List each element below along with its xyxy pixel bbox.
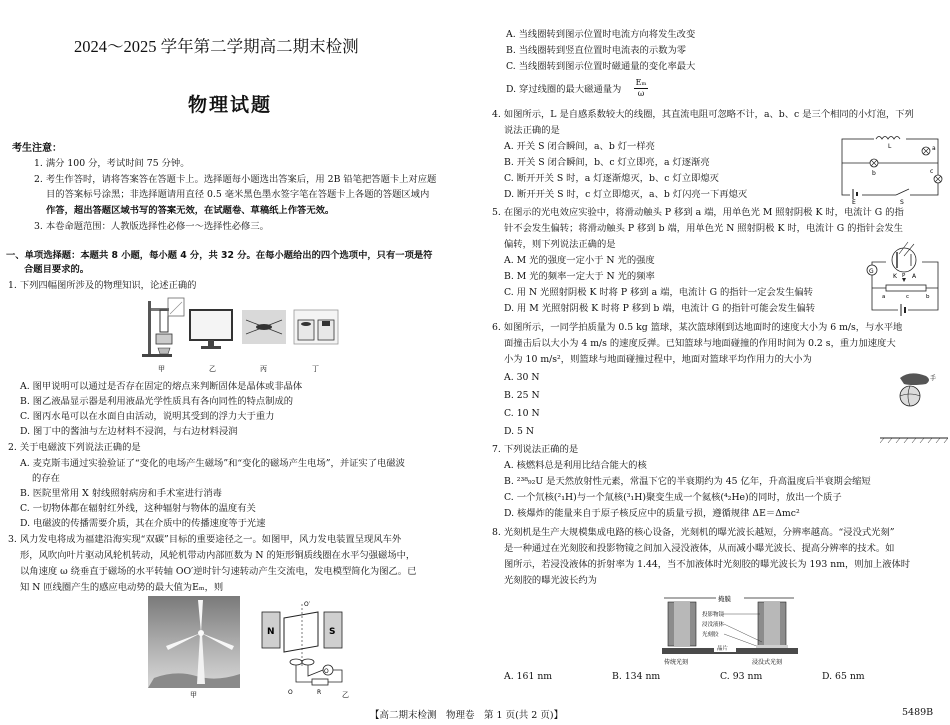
option: B. 当线圈转到竖直位置时电流表的示数为零: [506, 45, 687, 56]
option: A. M 光的强度一定小于 N 光的强度: [504, 255, 655, 266]
option: C. 当线圈转到图示位置时磁通量的变化率最大: [506, 61, 696, 72]
option: D. 穿过线圈的最大磁通量为: [506, 84, 622, 95]
q5-k-label: K: [893, 273, 897, 280]
q1-fig-label: 甲: [158, 365, 165, 373]
question-stem: 2. 关于电磁波下列说法正确的是: [8, 442, 141, 453]
option: D. 电磁波的传播需要介质，其在介质中的传播速度等于光速: [20, 518, 266, 529]
q3-figures: [146, 594, 446, 700]
q4-bulb-c: [934, 175, 942, 183]
option: C. 断开开关 S 时，a 灯逐渐熄灭，b、c 灯立即熄灭: [504, 173, 719, 184]
question-stem: 针不会发生偏转；将滑动触头 P 移到 b 端，用单色光 N 照射阴极 K 时，电流计 G 的指针会发生: [504, 223, 903, 234]
notice-item: 目的答案标号涂黑；非选择题请用直径 0.5 毫米黑色墨水签字笔在答题卡上各题的答题区域内: [46, 189, 430, 200]
option: 的存在: [32, 473, 60, 484]
question-stem: 7. 下列说法正确的是: [492, 444, 579, 455]
q1-fig-label: 丁: [312, 365, 319, 373]
q5-circuit: [866, 240, 946, 322]
section-heading: 一、单项选择题：本题共 8 小题，每小题 4 分，共 32 分。在每小题给出的四个选项中，只有一项是符: [6, 250, 433, 261]
fraction-denominator: ω: [637, 89, 645, 98]
option: C. 图丙水黾可以在水面自由活动，说明其受到的浮力大于重力: [20, 411, 275, 422]
q1-fig-soy-sauce: [294, 310, 338, 344]
notice-item: 1. 满分 100 分，考试时间 75 分钟。: [34, 158, 190, 169]
q3-fig-wind-turbine: [148, 596, 240, 688]
q3-o-prime-label: O′: [304, 601, 311, 608]
option: B. 开关 S 闭合瞬间，b、c 灯立即亮，a 灯逐渐亮: [504, 157, 710, 168]
q4-circuit: [834, 133, 946, 205]
option: B. 134 nm: [612, 671, 661, 682]
q3-resistor-label: R: [317, 689, 322, 696]
question-stem: 5. 在图示的光电效应实验中，将滑动触头 P 移到 a 端，用单色光 M 照射阴极 K 时，电流计 G 的指: [492, 207, 904, 218]
q4-bulb-b: [870, 159, 878, 167]
question-stem: 形，风吹向叶片驱动风轮机转动，风轮机带动内部匝数为 N 的矩形铜质线圈在水平匀强磁场中，: [20, 550, 416, 561]
q1-fig-water-strider: [242, 310, 286, 344]
q8-label-liquid: 浸没液体: [702, 622, 725, 628]
option: D. 用 M 光照射阴极 K 时将 P 移到 b 端，电流计 G 的指针可能会发生偏转: [504, 303, 816, 314]
exam-title: 2024～2025 学年第二学期高二期末检测: [74, 37, 359, 56]
q5-a-label: A: [912, 273, 917, 280]
section-heading: 合题目要求的。: [24, 264, 90, 275]
q1-fig-label: 丙: [260, 365, 267, 373]
option: C. 10 N: [504, 408, 540, 419]
option: C. 一切物体都在辐射红外线，这种辐射与物体的温度有关: [20, 503, 256, 514]
q6-hand-label: 手: [930, 375, 937, 382]
option: D. 断开开关 S 时，c 灯立即熄灭，a、b 灯闪亮一下再熄灭: [504, 189, 748, 200]
notice-item: 3. 本卷命题范围：人教版选择性必修一～选择性必修三。: [34, 221, 269, 232]
q4-switch-label: S: [900, 199, 904, 205]
question-stem: 说法正确的是: [504, 125, 560, 136]
option: A. 30 N: [504, 372, 540, 383]
subject-title: 物理试题: [188, 94, 273, 116]
q1-fig-label: 乙: [209, 365, 216, 373]
q3-fig-label: 乙: [342, 691, 349, 699]
option: A. 麦克斯韦通过实验验证了“变化的电场产生磁场”和“变化的磁场产生电场”，并证实了电磁波: [20, 458, 405, 469]
q8-label-wafer: 晶片: [717, 646, 729, 652]
option: B. 医院里常用 X 射线照射病房和手术室进行消毒: [20, 488, 222, 499]
q8-label-immersion: 浸没式光刻: [752, 659, 783, 666]
q4-bulb-a: [922, 147, 930, 155]
option: B. ²³⁸₉₂U 是天然放射性元素，常温下它的半衰期约为 45 亿年，升高温度后半衰期会缩短: [504, 476, 871, 487]
paper-code: 5489B: [902, 707, 934, 718]
q1-fig-apparatus: [142, 298, 184, 357]
page-footer: 【高二期末检测 物理卷 第 1 页(共 2 页)】: [370, 710, 564, 721]
notice-item: 2. 考生作答时，请将答案答在答题卡上。选择题每小题选出答案后，用 2B 铅笔把答题卡上对应题: [34, 174, 437, 185]
question-stem: 偏转，则下列说法正确的是: [504, 239, 616, 250]
notice-heading: 考生注意：: [12, 143, 62, 154]
question-stem: 小为 10 m/s²，则篮球与地面碰撞过程中，地面对篮球平均作用力的大小为: [504, 354, 812, 365]
q5-a-end-label: a: [882, 294, 886, 300]
q5-c-label: c: [906, 294, 910, 300]
option: D. 65 nm: [822, 671, 865, 682]
q8-label-traditional: 传统光刻: [664, 659, 689, 666]
question-stem: 3. 风力发电将成为福建沿海实现“双碳”目标的重要途径之一。如图甲，风力发电装置呈现风车外: [8, 534, 402, 545]
question-stem: 是一种通过在光刻胶和投影物镜之间加入浸没液体，从而减小曝光波长、提高分辨率的技术。如: [504, 543, 895, 554]
option: B. 25 N: [504, 390, 540, 401]
q6-basketball-figure: [880, 366, 948, 446]
question-stem: 4. 如图所示，L 是自感系数较大的线圈，其直流电阻可忽略不计，a、b、c 是三个相同的小灯泡，下列: [492, 109, 914, 120]
option: B. M 光的频率一定大于 N 光的频率: [504, 271, 655, 282]
option: A. 图甲说明可以通过是否存在固定的熔点来判断固体是晶体或非晶体: [20, 381, 303, 392]
option: D. 核爆炸的能量来自于原子核反应中的质量亏损，遵循规律 ΔE＝Δmc²: [504, 508, 800, 519]
option: A. 161 nm: [504, 671, 553, 682]
question-stem: 8. 光刻机是生产大规模集成电路的核心设备，光刻机的曝光波长越短，分辨率越高。“浸没式光刻”: [492, 527, 895, 538]
fraction-numerator: Eₘ: [635, 78, 647, 87]
q4-inductor-label: L: [888, 143, 892, 150]
option: B. 图乙液晶显示器是利用液晶光学性质具有各向同性的特点制成的: [20, 396, 294, 407]
q8-label-resist: 光刻胶: [702, 632, 719, 638]
question-stem: 面撞击后以大小为 4 m/s 的速度反弹。已知篮球与地面碰撞的作用时间为 0.2 s，重力加速度大: [504, 338, 896, 349]
question-stem: 知 N 匝线圈产生的感应电动势的最大值为Eₘ，则: [20, 582, 224, 593]
option: D. 5 N: [504, 426, 535, 437]
option: C. 用 N 光照射阴极 K 时将 P 移到 a 端，电流计 G 的指针一定会发生偏转: [504, 287, 813, 298]
question-stem: 光刻胶的曝光波长约为: [504, 575, 597, 586]
q4-b-label: b: [872, 170, 876, 177]
question-stem: 1. 下列四幅图所涉及的物理知识，论述正确的: [8, 280, 197, 291]
option: A. 核燃料总是利用比结合能大的核: [504, 460, 647, 471]
option: C. 93 nm: [720, 671, 763, 682]
q8-lithography-figure: [652, 592, 808, 668]
q5-galvanometer-label: G: [869, 268, 874, 275]
option: A. 当线圈转到图示位置时电流方向将发生改变: [506, 29, 696, 40]
question-stem: 以角速度 ω 绕垂直于磁场的水平转轴 OO′逆时针匀速转动产生交流电，发电模型简化为图乙。已: [20, 566, 417, 577]
q8-label-lens: 投影物镜: [702, 612, 725, 618]
q3-ammeter-label: O: [324, 668, 329, 675]
option: A. 开关 S 闭合瞬间，a、b 灯一样亮: [504, 141, 655, 152]
q3-fig-label: 甲: [190, 691, 197, 699]
q8-label-mask: 掩膜: [718, 595, 731, 603]
q3-o-label: O: [288, 689, 293, 696]
question-stem: 图所示，若浸没液体的折射率为 1.44，当不加液体时光刻胶的曝光波长为 193 nm，则加上液体时: [504, 559, 911, 570]
q4-a-label: a: [932, 145, 936, 152]
notice-item: 作答，超出答题区域书写的答案无效，在试题卷、草稿纸上作答无效。: [46, 205, 335, 216]
q4-battery-label: E: [852, 199, 856, 205]
q1-figures: [138, 296, 348, 376]
q3-fig-generator-model: [262, 601, 342, 696]
question-stem: 6. 如图所示，一同学拍质量为 0.5 kg 篮球，某次篮球刚到达地面时的速度大小为 6 m/s，与水平地: [492, 322, 903, 333]
option: D. 图丁中的酱油与左边材料不浸润，与右边材料浸润: [20, 426, 238, 437]
q4-c-label: c: [930, 168, 934, 175]
option: C. 一个氘核(²₁H)与一个氚核(³₁H)聚变生成一个氦核(⁴₂He)的同时，放出一个质子: [504, 492, 842, 503]
q5-p-label: P: [902, 273, 906, 279]
svg-text:N: N: [267, 627, 275, 637]
q5-b-end-label: b: [926, 294, 930, 300]
svg-text:S: S: [329, 627, 336, 637]
q1-fig-lcd-monitor: [190, 310, 232, 349]
